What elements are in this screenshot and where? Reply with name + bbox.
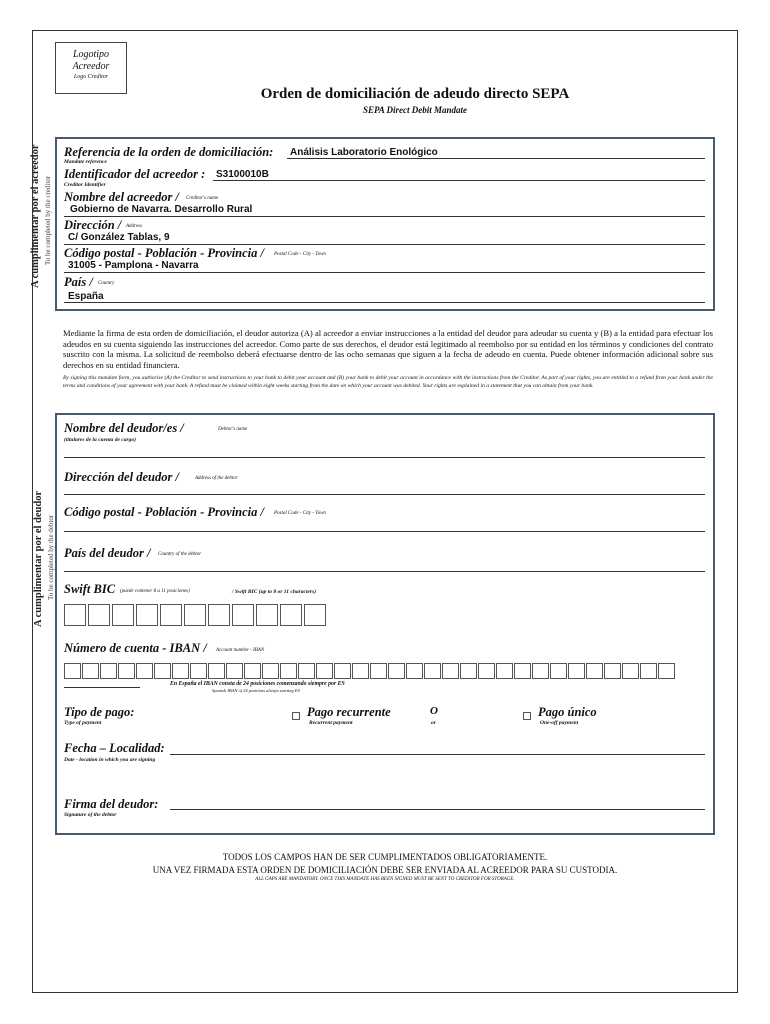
footer-mandatory-es: TODOS LOS CAMPOS HAN DE SER CUMPLIMENTADOS OBLIGATORIAMENTE. [222, 852, 548, 862]
iban-cell[interactable] [154, 663, 171, 679]
consent-text-es: Mediante la firma de esta orden de domiciliación, el deudor autoriza (A) al acreedor a enviar instrucciones a la entidad del deudor para adeudar su cuenta y (B) a la entidad para efectuar los adeudos en su cuenta siguiendo las instrucciones del acreedor. Como parte de sus derechos, el deudor está legitimado al reembolso por su entidad en los términos y condiciones del contrato suscrito con la misma. La solicitud de reembolso deberá efectuarse dentro de las ocho semanas que siguen a la fecha de adeudo en cuenta. Puede obtener información adicional sobre sus derechos en su entidad financiera. [63, 328, 713, 370]
creditor-postal-value: 31005 - Pamplona - Navarra [68, 260, 199, 271]
creditor-postal-sublabel: Postal Code - City - Town [274, 252, 326, 257]
iban-cell[interactable] [280, 663, 297, 679]
date-location-sublabel: Date - location in which you are signing [64, 757, 156, 763]
creditor-name-line [64, 216, 705, 217]
iban-note-en: Spanish IBAN of 24 positions always starting ES [212, 688, 300, 693]
swift-label: Swift BIC [64, 582, 116, 596]
debtor-side-label: A cumplimentar por el deudor [33, 490, 44, 627]
debtor-address-label: Dirección del deudor / [64, 470, 179, 484]
debtor-country-input[interactable] [64, 571, 705, 572]
creditor-side-label: A cumplimentar por el acreedor [30, 144, 41, 288]
iban-input[interactable] [64, 663, 676, 679]
swift-bic-input[interactable] [64, 604, 328, 626]
iban-cell[interactable] [172, 663, 189, 679]
swift-cell[interactable] [184, 604, 206, 626]
mandate-reference-value: Análisis Laboratorio Enológico [290, 147, 438, 158]
mandate-reference-sublabel: Mandate reference [64, 159, 107, 165]
debtor-name-label: Nombre del deudor/es / [64, 421, 184, 435]
recurrent-checkbox[interactable] [292, 707, 300, 725]
creditor-country-sublabel: Country [98, 281, 115, 286]
creditor-identifier-sublabel: Creditor Identifier [64, 182, 106, 188]
debtor-postal-input[interactable] [64, 531, 705, 532]
iban-cell[interactable] [118, 663, 135, 679]
single-checkbox[interactable] [523, 707, 531, 725]
swift-cell[interactable] [136, 604, 158, 626]
payment-type-label: Tipo de pago: [64, 705, 135, 719]
payment-type-sublabel: Type of payment [64, 720, 102, 726]
iban-cell[interactable] [388, 663, 405, 679]
recurrent-sublabel: Recurrent payment [309, 720, 353, 726]
creditor-name-value: Gobierno de Navarra. Desarrollo Rural [70, 204, 253, 215]
creditor-side-sublabel: To be completed by the creditor [44, 175, 52, 265]
iban-cell[interactable] [406, 663, 423, 679]
debtor-name-sublabel: Debtor's name [218, 427, 248, 432]
iban-cell[interactable] [82, 663, 99, 679]
iban-note: En España el IBAN consta de 24 posiciones comenzando siempre por ES [170, 681, 345, 687]
single-label: Pago único [538, 705, 597, 719]
swift-note: (puede contener 8 u 11 posiciones) [120, 589, 190, 594]
creditor-address-value: C/ González Tablas, 9 [68, 232, 170, 243]
debtor-name-note: (titulares de la cuenta de cargo) [64, 437, 136, 443]
debtor-side-sublabel: To be completed by the debtor [47, 514, 55, 600]
creditor-address-label: Dirección / [64, 218, 122, 232]
debtor-country-label: País del deudor / [64, 546, 151, 560]
swift-sublabel: / Swift BIC (up to 8 or 11 characters) [232, 589, 317, 595]
iban-label: Número de cuenta - IBAN / [64, 641, 207, 655]
iban-cell[interactable] [424, 663, 441, 679]
signature-input[interactable] [170, 809, 705, 810]
page-subtitle: SEPA Direct Debit Mandate [362, 105, 468, 115]
swift-cell[interactable] [112, 604, 134, 626]
iban-es-underline [64, 687, 140, 688]
swift-cell[interactable] [208, 604, 230, 626]
iban-cell[interactable] [460, 663, 477, 679]
creditor-name-sublabel: Creditor's name [186, 196, 219, 201]
iban-cell[interactable] [226, 663, 243, 679]
iban-cell[interactable] [352, 663, 369, 679]
signature-label: Firma del deudor: [64, 797, 159, 811]
logo-line-1: Logotipo [72, 49, 110, 60]
creditor-address-sublabel: Address [126, 224, 142, 229]
iban-cell[interactable] [568, 663, 585, 679]
debtor-address-input[interactable] [64, 494, 705, 495]
iban-cell[interactable] [190, 663, 207, 679]
mandate-reference-label: Referencia de la orden de domiciliación: [64, 145, 274, 159]
page-title: Orden de domiciliación de adeudo directo SEPA [260, 86, 570, 102]
creditor-identifier-value: S3100010B [216, 169, 269, 180]
iban-cell[interactable] [298, 663, 315, 679]
iban-cell[interactable] [442, 663, 459, 679]
footer-send-es: UNA VEZ FIRMADA ESTA ORDEN DE DOMICILIACIÓN DEBE SER ENVIADA AL ACREEDOR PARA SU CUSTODIA. [152, 865, 618, 875]
debtor-country-sublabel: Country of the debtor [158, 552, 202, 557]
iban-cell[interactable] [244, 663, 261, 679]
recurrent-label: Pago recurrente [307, 705, 391, 719]
iban-cell[interactable] [550, 663, 567, 679]
swift-cell[interactable] [280, 604, 302, 626]
iban-cell[interactable] [208, 663, 225, 679]
single-sublabel: One-off payment [540, 720, 579, 726]
iban-cell[interactable] [622, 663, 639, 679]
creditor-identifier-line [213, 180, 705, 181]
iban-cell[interactable] [100, 663, 117, 679]
iban-cell[interactable] [604, 663, 621, 679]
swift-cell[interactable] [256, 604, 278, 626]
iban-cell[interactable] [370, 663, 387, 679]
iban-cell[interactable] [640, 663, 657, 679]
swift-cell[interactable] [88, 604, 110, 626]
consent-text-en: By signing this mandate form, you authorise (A) the Creditor to send instructions to your bank to debit your account and (B) your bank to debit your account in accordance with the instructions from the Creditor. As part of your rights, you are entitled to a refund from your bank under the terms and conditions of your agreement with your bank. A refund must be claimed within eight weeks starting from the date on which your account was debited. Your rights are explained in a statement that you can obtain from your bank. [63, 375, 713, 389]
creditor-country-line [64, 302, 705, 303]
iban-cell[interactable] [136, 663, 153, 679]
iban-cell[interactable] [478, 663, 495, 679]
debtor-postal-label: Código postal - Población - Provincia / [64, 505, 264, 519]
signature-sublabel: Signature of the debtor [64, 812, 117, 818]
or-label: O [430, 705, 438, 717]
iban-cell[interactable] [334, 663, 351, 679]
creditor-identifier-label: Identificador del acreedor : [64, 167, 206, 181]
swift-cell[interactable] [160, 604, 182, 626]
iban-cell[interactable] [496, 663, 513, 679]
creditor-country-value: España [68, 291, 104, 302]
logo-line-3: Logo Creditor [73, 74, 109, 80]
footer-en: ALL GAPS ARE MANDATORY. ONCE THIS MANDATE HAS BEEN SIGNED MUST BE SENT TO CREDITOR FOR STORAGE. [255, 877, 515, 882]
iban-cell[interactable] [262, 663, 279, 679]
logo-line-2: Acreedor [72, 61, 110, 72]
or-sublabel: or [431, 720, 436, 726]
creditor-logo-placeholder [55, 42, 127, 94]
swift-cell[interactable] [232, 604, 254, 626]
swift-cell[interactable] [64, 604, 86, 626]
debtor-address-sublabel: Address of the debtor [195, 476, 238, 481]
iban-cell[interactable] [586, 663, 603, 679]
creditor-postal-label: Código postal - Población - Provincia / [64, 246, 264, 260]
swift-cell[interactable] [304, 604, 326, 626]
creditor-country-label: País / [64, 275, 93, 289]
creditor-address-line [64, 244, 705, 245]
mandate-reference-line [287, 158, 705, 159]
debtor-name-input[interactable] [64, 457, 705, 458]
debtor-postal-sublabel: Postal Code - City - Town [274, 511, 326, 516]
creditor-postal-line [64, 272, 705, 273]
iban-cell[interactable] [64, 663, 81, 679]
creditor-section [55, 137, 715, 311]
iban-sublabel: Account number - IBAN [216, 648, 265, 653]
iban-cell[interactable] [658, 663, 675, 679]
iban-cell[interactable] [532, 663, 549, 679]
iban-cell[interactable] [514, 663, 531, 679]
iban-cell[interactable] [316, 663, 333, 679]
date-location-input[interactable] [170, 754, 705, 755]
creditor-name-label: Nombre del acreedor / [64, 190, 179, 204]
date-location-label: Fecha – Localidad: [64, 741, 165, 755]
